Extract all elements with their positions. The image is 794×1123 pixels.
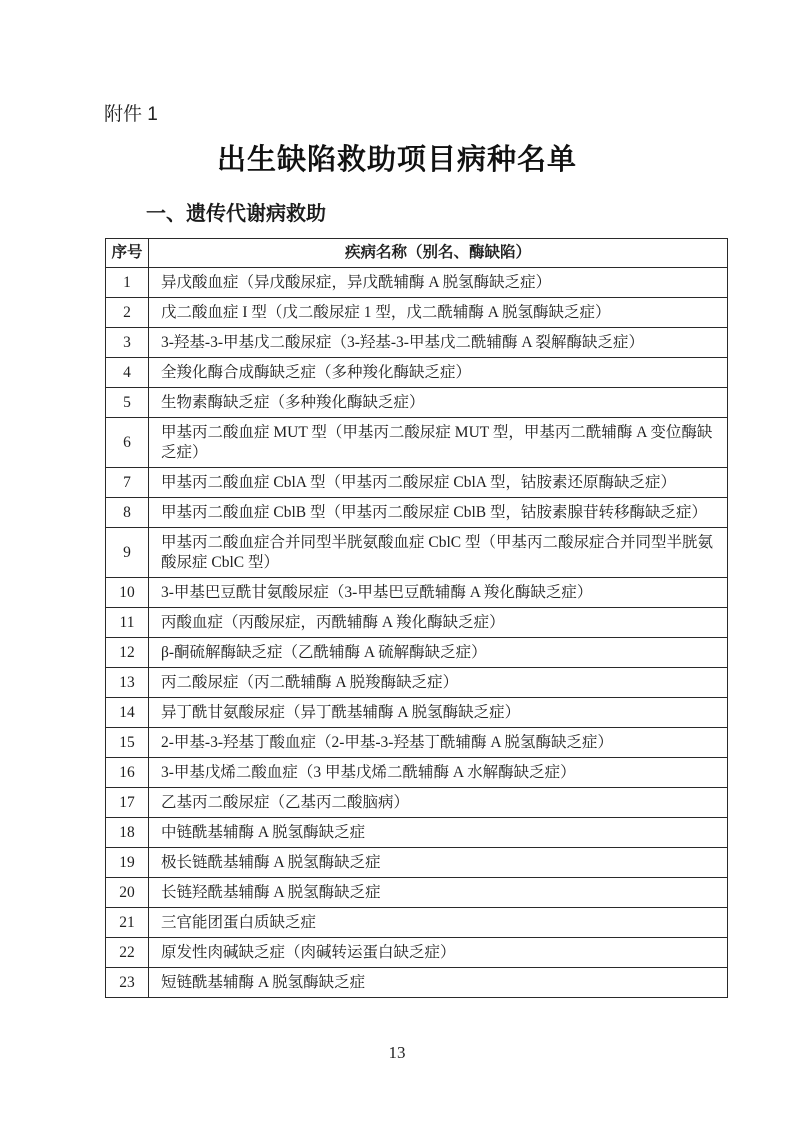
disease-name: 甲基丙二酸血症 CblA 型（甲基丙二酸尿症 CblA 型，钴胺素还原酶缺乏症） xyxy=(149,468,728,498)
disease-table-body xyxy=(106,268,728,998)
table-row xyxy=(106,878,728,908)
row-number: 3 xyxy=(106,328,149,358)
row-number: 10 xyxy=(106,578,149,608)
disease-name: 全羧化酶合成酶缺乏症（多种羧化酶缺乏症） xyxy=(149,358,728,388)
disease-name: 甲基丙二酸血症合并同型半胱氨酸血症 CblC 型（甲基丙二酸尿症合并同型半胱氨酸尿症 CblC 型） xyxy=(149,528,728,578)
row-number: 17 xyxy=(106,788,149,818)
table-row xyxy=(106,968,728,998)
row-number: 23 xyxy=(106,968,149,998)
table-row xyxy=(106,728,728,758)
column-header-no: 序号 xyxy=(106,239,149,268)
disease-name: 2-甲基-3-羟基丁酸血症（2-甲基-3-羟基丁酰辅酶 A 脱氢酶缺乏症） xyxy=(149,728,728,758)
row-number: 15 xyxy=(106,728,149,758)
disease-name: 丙酸血症（丙酸尿症，丙酰辅酶 A 羧化酶缺乏症） xyxy=(149,608,728,638)
row-number: 21 xyxy=(106,908,149,938)
table-row xyxy=(106,638,728,668)
disease-name: 戊二酸血症 I 型（戊二酸尿症 1 型，戊二酰辅酶 A 脱氢酶缺乏症） xyxy=(149,298,728,328)
table-row xyxy=(106,528,728,578)
disease-table-head xyxy=(106,239,728,268)
disease-name: 3-甲基戊烯二酸血症（3 甲基戊烯二酰辅酶 A 水解酶缺乏症） xyxy=(149,758,728,788)
disease-name: 三官能团蛋白质缺乏症 xyxy=(149,908,728,938)
disease-name: 乙基丙二酸尿症（乙基丙二酸脑病） xyxy=(149,788,728,818)
table-row xyxy=(106,818,728,848)
row-number: 18 xyxy=(106,818,149,848)
disease-name: 甲基丙二酸血症 MUT 型（甲基丙二酸尿症 MUT 型，甲基丙二酰辅酶 A 变位酶缺乏症） xyxy=(149,418,728,468)
disease-name: 异丁酰甘氨酸尿症（异丁酰基辅酶 A 脱氢酶缺乏症） xyxy=(149,698,728,728)
disease-name: 异戊酸血症（异戊酸尿症，异戊酰辅酶 A 脱氢酶缺乏症） xyxy=(149,268,728,298)
table-row xyxy=(106,388,728,418)
row-number: 4 xyxy=(106,358,149,388)
disease-name: 中链酰基辅酶 A 脱氢酶缺乏症 xyxy=(149,818,728,848)
row-number: 16 xyxy=(106,758,149,788)
row-number: 6 xyxy=(106,418,149,468)
row-number: 1 xyxy=(106,268,149,298)
table-row xyxy=(106,268,728,298)
table-row xyxy=(106,328,728,358)
disease-name: 丙二酸尿症（丙二酰辅酶 A 脱羧酶缺乏症） xyxy=(149,668,728,698)
row-number: 14 xyxy=(106,698,149,728)
disease-name: 3-甲基巴豆酰甘氨酸尿症（3-甲基巴豆酰辅酶 A 羧化酶缺乏症） xyxy=(149,578,728,608)
section-heading: 一、遗传代谢病救助 xyxy=(146,203,326,225)
row-number: 12 xyxy=(106,638,149,668)
disease-name: 原发性肉碱缺乏症（肉碱转运蛋白缺乏症） xyxy=(149,938,728,968)
table-row xyxy=(106,418,728,468)
row-number: 5 xyxy=(106,388,149,418)
row-number: 7 xyxy=(106,468,149,498)
table-row xyxy=(106,908,728,938)
table-row xyxy=(106,938,728,968)
attachment-label: 附件 1 xyxy=(104,104,158,125)
disease-name: 极长链酰基辅酶 A 脱氢酶缺乏症 xyxy=(149,848,728,878)
table-row xyxy=(106,468,728,498)
table-row xyxy=(106,668,728,698)
table-row xyxy=(106,698,728,728)
disease-name: 短链酰基辅酶 A 脱氢酶缺乏症 xyxy=(149,968,728,998)
header-row xyxy=(106,239,728,268)
disease-table xyxy=(105,238,728,998)
row-number: 11 xyxy=(106,608,149,638)
table-row xyxy=(106,498,728,528)
page-title: 出生缺陷救助项目病种名单 xyxy=(216,144,577,176)
row-number: 19 xyxy=(106,848,149,878)
disease-name: 3-羟基-3-甲基戊二酸尿症（3-羟基-3-甲基戊二酰辅酶 A 裂解酶缺乏症） xyxy=(149,328,728,358)
table-row xyxy=(106,848,728,878)
disease-name: 长链羟酰基辅酶 A 脱氢酶缺乏症 xyxy=(149,878,728,908)
row-number: 2 xyxy=(106,298,149,328)
table-row xyxy=(106,578,728,608)
row-number: 20 xyxy=(106,878,149,908)
disease-name: 甲基丙二酸血症 CblB 型（甲基丙二酸尿症 CblB 型，钴胺素腺苷转移酶缺乏症） xyxy=(149,498,728,528)
table-row xyxy=(106,358,728,388)
disease-name: β-酮硫解酶缺乏症（乙酰辅酶 A 硫解酶缺乏症） xyxy=(149,638,728,668)
row-number: 8 xyxy=(106,498,149,528)
row-number: 13 xyxy=(106,668,149,698)
page-number: 13 xyxy=(388,1043,406,1062)
disease-name: 生物素酶缺乏症（多种羧化酶缺乏症） xyxy=(149,388,728,418)
table-row xyxy=(106,298,728,328)
table-row xyxy=(106,608,728,638)
table-row xyxy=(106,788,728,818)
row-number: 9 xyxy=(106,528,149,578)
column-header-disease: 疾病名称（别名、酶缺陷） xyxy=(149,239,728,268)
row-number: 22 xyxy=(106,938,149,968)
table-row xyxy=(106,758,728,788)
